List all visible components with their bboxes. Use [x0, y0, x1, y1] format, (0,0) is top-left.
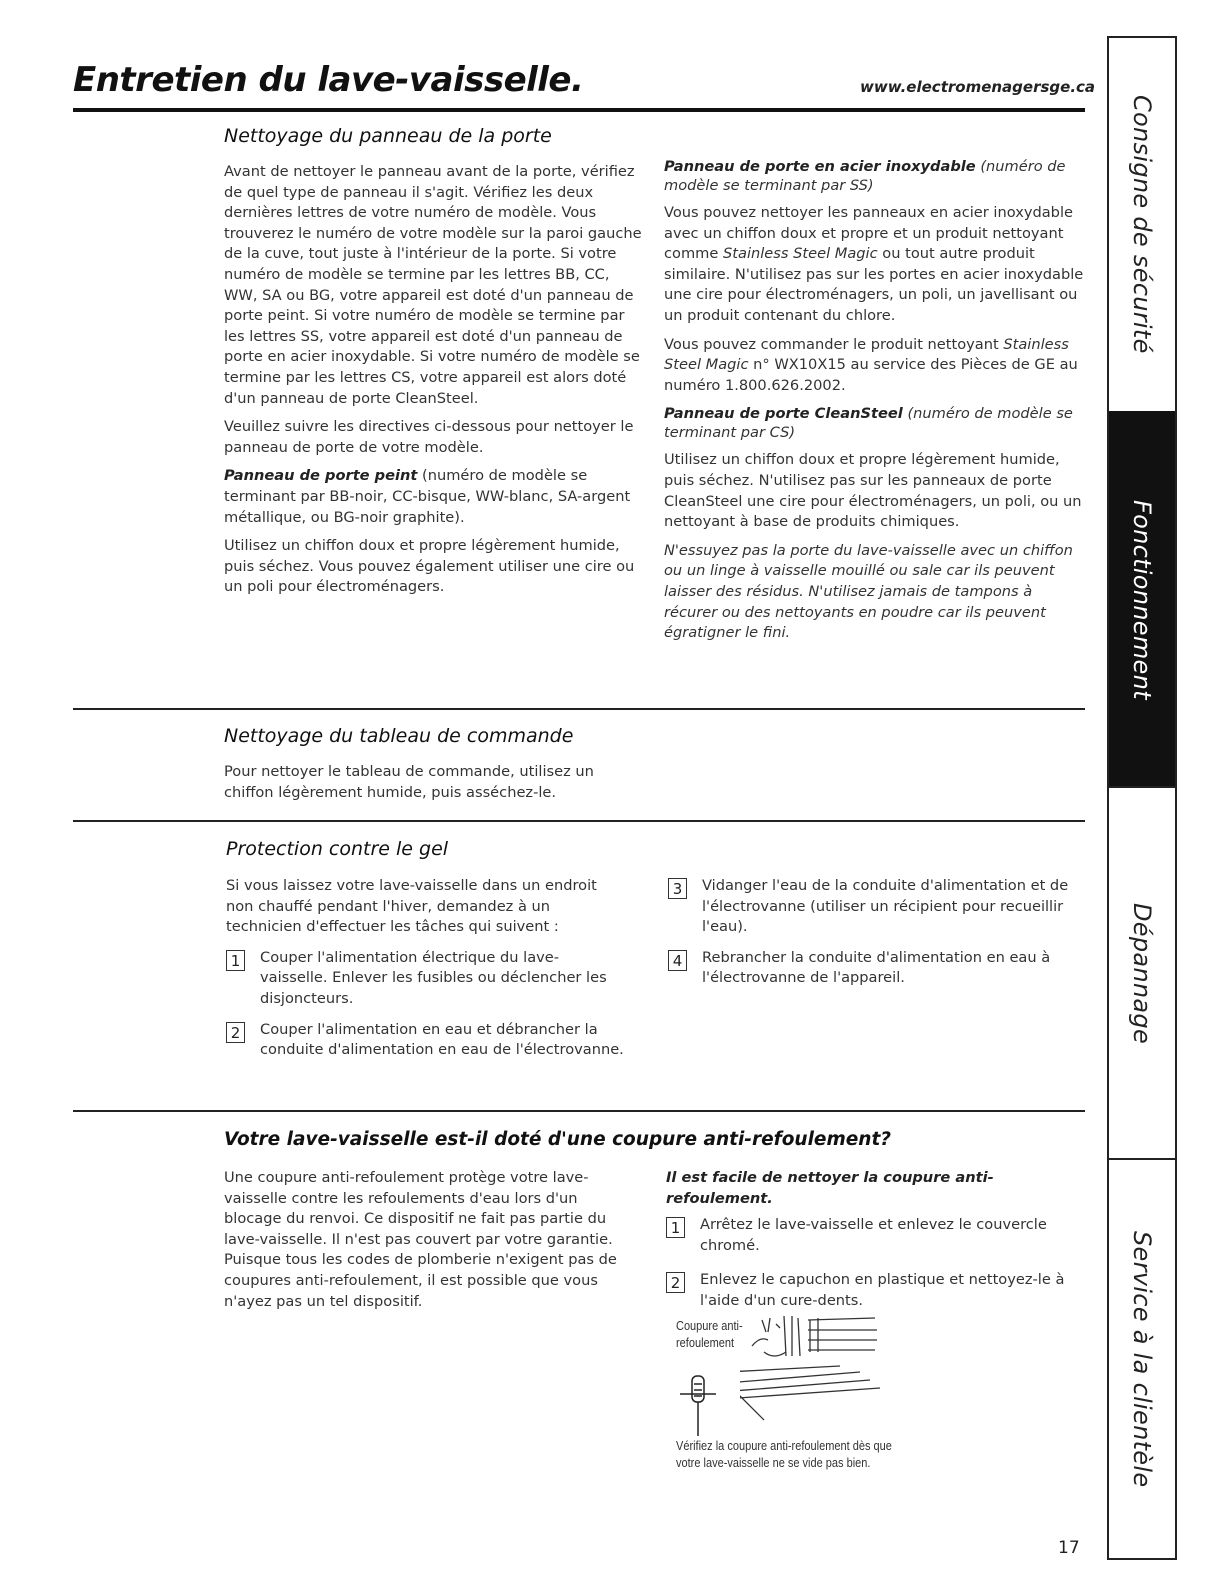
page-title: Entretien du lave-vaisselle. — [73, 60, 584, 100]
step-number-box: 2 — [666, 1272, 685, 1293]
step-number-box: 1 — [226, 950, 245, 971]
cleansteel-warning: N'essuyez pas la porte du lave-vaisselle avec un chiffon ou un linge à vaisselle mouillé ou sale car ils peuvent laisser des résidus. N'utilisez jamais de tampons à récurer ou des nettoyants en poudre car ils peuvent égratigner le fini. — [664, 541, 1073, 642]
section-divider — [73, 820, 1085, 822]
frost-left-column — [226, 876, 626, 1071]
tab-label: Dépannage — [1128, 903, 1156, 1045]
airgap-text: Une coupure anti-refoulement protège votre lave-vaisselle contre les refoulements d'eau lors d'un blocage du renvoi. Ce dispositif ne fait pas partie du lave-vaisselle. Il n'est pas couvert par votre garantie. Puisque tous les codes de plomberie n'exigent pas de coupures anti-refoulement, il est possible que vous n'ayez pas un tel dispositif. — [224, 1169, 617, 1310]
door-panel-left-column — [224, 162, 644, 606]
airgap-step — [666, 1270, 1086, 1311]
frost-step — [226, 1020, 626, 1061]
section-divider — [73, 708, 1085, 710]
stainless-product-name: Stainless Steel Magic — [723, 245, 878, 263]
figure-caption: Vérifiez la coupure anti-refoulement dès que votre lave-vaisselle ne se vide pas bien. — [676, 1439, 892, 1470]
cleansteel-panel-subtitle: (numéro de modèle se terminant par CS) — [664, 405, 1073, 442]
figure-label — [676, 1318, 743, 1352]
page-number: 17 — [1058, 1538, 1080, 1558]
painted-panel-block — [224, 466, 644, 528]
frost-step — [226, 948, 626, 1010]
title-rule — [73, 108, 1085, 112]
figure-label-line-1: Coupure anti- — [676, 1319, 743, 1333]
frost-step-text: Rebrancher la conduite d'alimentation en eau à l'électrovanne de l'appareil. — [702, 948, 1051, 987]
frost-heading: Protection contre le gel — [226, 838, 449, 860]
door-panel-heading: Nettoyage du panneau de la porte — [224, 125, 552, 147]
airgap-step-text: Arrêtez le lave-vaisselle et enlevez le couvercle chromé. — [700, 1216, 1047, 1254]
stainless-text-2a: Vous pouvez commander le produit nettoyant — [664, 335, 1004, 353]
stainless-panel-title: Panneau de porte en acier inoxydable — [664, 158, 976, 175]
tab-label: Fonctionnement — [1128, 499, 1156, 700]
door-panel-follow: Veuillez suivre les directives ci-dessous pour nettoyer le panneau de porte de votre modèle. — [224, 418, 634, 456]
frost-step-text: Vidanger l'eau de la conduite d'alimentation et de l'électrovanne (utiliser un récipient pour recueillir l'eau). — [702, 877, 1069, 936]
stainless-panel-text-1 — [664, 203, 1084, 327]
frost-step-text: Couper l'alimentation en eau et débrancher la conduite d'alimentation en eau de l'électrovanne. — [260, 1020, 624, 1059]
stainless-product-name-2: Stainless Steel Magic — [664, 335, 1069, 374]
tab-customer-service[interactable] — [1109, 1160, 1175, 1558]
airgap-step-text: Enlevez le capuchon en plastique et nettoyez-le à l'aide d'un cure-dents. — [700, 1271, 1065, 1309]
tab-troubleshooting[interactable] — [1109, 788, 1175, 1160]
airgap-clean-title: Il est facile de nettoyer la coupure anti-refoulement. — [666, 1169, 994, 1207]
step-number-box: 1 — [666, 1217, 685, 1238]
cleansteel-panel-block — [664, 404, 1084, 442]
air-gap-illustration — [740, 1310, 890, 1435]
tab-operation[interactable] — [1109, 411, 1175, 788]
painted-panel-text: Utilisez un chiffon doux et propre légèrement humide, puis séchez. Vous pouvez également utiliser une cire ou un poli pour électroménagers. — [224, 537, 635, 596]
step-number-box: 2 — [226, 1022, 245, 1043]
frost-intro: Si vous laissez votre lave-vaisselle dans un endroit non chauffé pendant l'hiver, demandez à un technicien d'effectuer les tâches qui suivent : — [226, 877, 597, 936]
step-number-box: 3 — [668, 878, 687, 899]
cleansteel-panel-text: Utilisez un chiffon doux et propre légèrement humide, puis séchez. N'utilisez pas sur les panneaux de porte CleanSteel une cire pour électroménagers, un poli, ou un nettoyant à base de produits chimiques. — [664, 451, 1082, 531]
step-number-box: 4 — [668, 950, 687, 971]
painted-panel-subtitle: (numéro de modèle se terminant par BB-noir, CC-bisque, WW-blanc, SA-argent métallique, ou BG-noir graphite). — [224, 467, 631, 526]
section-divider — [73, 1110, 1085, 1112]
tab-safety[interactable] — [1109, 38, 1175, 411]
figure-label-line-2: refoulement — [676, 1336, 735, 1350]
frost-step — [668, 948, 1078, 989]
tab-label: Service à la clientèle — [1128, 1230, 1156, 1488]
stainless-text-2b: n° WX10X15 au service des Pièces de GE au numéro 1.800.626.2002. — [664, 356, 1078, 394]
airgap-heading: Votre lave-vaisselle est-il doté d'une coupure anti-refoulement? — [224, 1129, 892, 1150]
control-panel-text: Pour nettoyer le tableau de commande, utilisez un chiffon légèrement humide, puis asséchez-le. — [224, 763, 594, 801]
stainless-panel-subtitle: (numéro de modèle se terminant par SS) — [664, 158, 1066, 194]
airgap-step — [666, 1215, 1086, 1256]
stainless-text-1a: Vous pouvez nettoyer les panneaux en acier inoxydable avec un chiffon doux et propre et un produit nettoyant comme — [664, 204, 1073, 263]
frost-right-column — [668, 876, 1078, 999]
door-panel-right-column — [664, 157, 1084, 652]
frost-step-text: Couper l'alimentation électrique du lave-vaisselle. Enlever les fusibles ou déclencher les disjoncteurs. — [260, 948, 607, 1007]
tab-label: Consigne de sécurité — [1128, 95, 1156, 354]
stainless-panel-text-2 — [664, 335, 1084, 397]
control-panel-heading: Nettoyage du tableau de commande — [224, 725, 574, 747]
air-gap-fitting-icon — [676, 1370, 726, 1440]
airgap-right-column — [666, 1168, 1086, 1322]
stainless-panel-block — [664, 157, 1084, 195]
cleansteel-panel-title: Panneau de porte CleanSteel — [664, 405, 903, 423]
frost-step — [668, 876, 1078, 938]
door-panel-intro: Avant de nettoyer le panneau avant de la porte, vérifiez de quel type de panneau il s'agit. Vérifiez les deux dernières lettres de votre numéro de modèle. Vous trouverez le numéro de votre modèle sur la paroi gauche de la cuve, tout juste à l'intérieur de la porte. Si votre numéro de modèle se termine par les lettres BB, CC, WW, SA ou BG, votre appareil est doté d'un panneau de porte peint. Si votre numéro de modèle se termine par les lettres SS, votre appareil est doté d'un panneau de porte en acier inoxydable. Si votre numéro de modèle se termine par les lettres CS, votre appareil est alors doté d'un panneau de porte CleanSteel. — [224, 163, 642, 407]
side-tab-bar — [1107, 36, 1177, 1560]
site-url[interactable]: www.electromenagersge.ca — [860, 78, 1096, 96]
stainless-text-1b: ou tout autre produit similaire. N'utilisez pas sur les portes en acier inoxydable une cire pour électroménagers, un poli, un javellisant ou un produit contenant du chlore. — [664, 245, 1084, 324]
painted-panel-title: Panneau de porte peint — [224, 467, 418, 485]
